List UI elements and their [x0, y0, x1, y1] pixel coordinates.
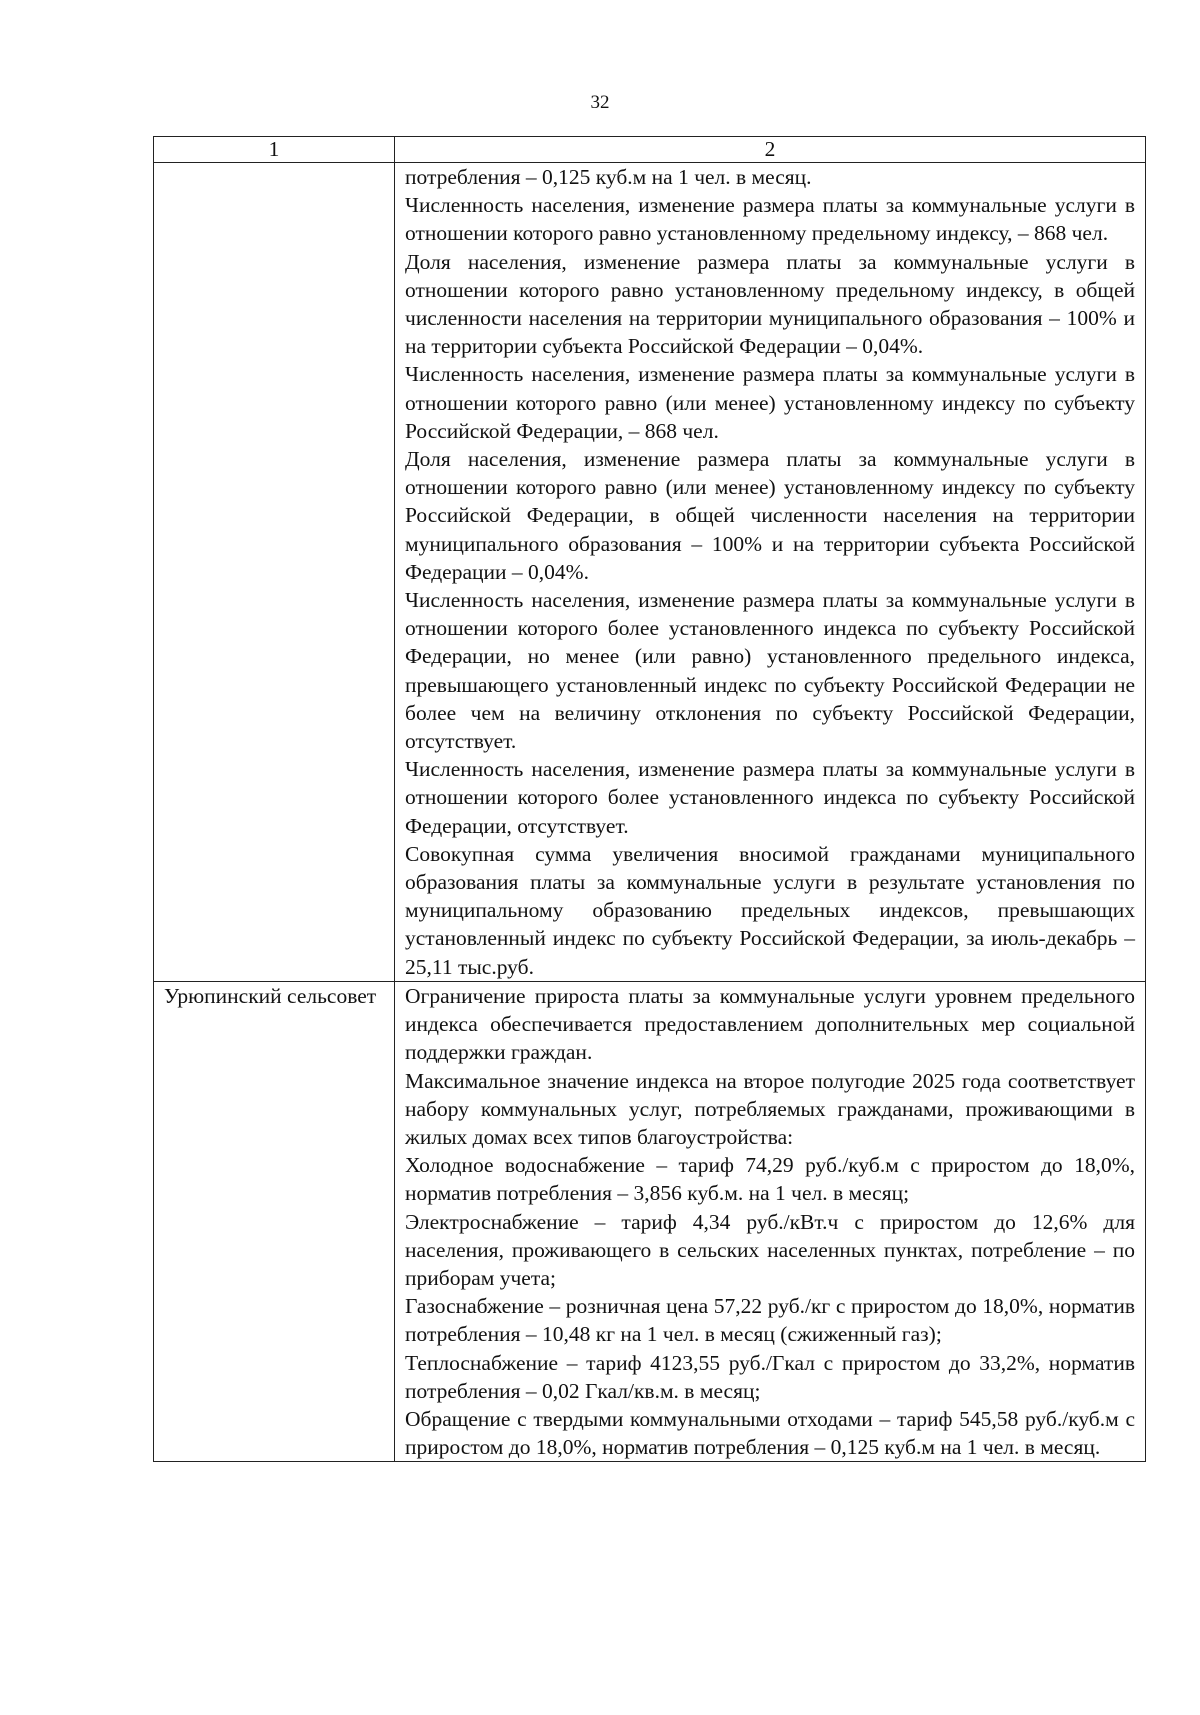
municipality-name: [154, 163, 395, 982]
paragraph: Численность населения, изменение размера платы за коммунальные услуги в отношении которого равно (или менее) установленному индексу по субъекту Российской Федерации, – 868 чел.: [405, 362, 1135, 443]
paragraph: Доля населения, изменение размера платы за коммунальные услуги в отношении которого равно (или менее) установленному индексу по субъекту Российской Федерации, в общей численности населения на территории муниципального образования – 100% и на территории субъекта Российской Федерации – 0,04%.: [405, 447, 1135, 584]
municipality-name: Урюпинский сельсовет: [154, 981, 395, 1461]
data-table: [153, 136, 1146, 1462]
table-header-row: [154, 137, 1146, 163]
paragraph: потребления – 0,125 куб.м на 1 чел. в месяц.: [405, 165, 812, 189]
page-number: 32: [590, 92, 610, 113]
paragraph: Совокупная сумма увеличения вносимой гражданами муниципального образования платы за коммунальные услуги в результате установления по муниципальному образованию предельных индексов, превышающих установленный индекс по субъекту Российской Федерации, за июль-декабрь – 25,11 тыс.руб.: [405, 841, 1135, 979]
paragraph: Газоснабжение – розничная цена 57,22 руб./кг с приростом до 18,0%, норматив потребления – 10,48 кг на 1 чел. в месяц (сжиженный газ);: [405, 1294, 1135, 1347]
paragraph: Теплоснабжение – тариф 4123,55 руб./Гкал с приростом до 33,2%, норматив потребления – 0,02 Гкал/кв.м. в месяц;: [405, 1350, 1135, 1403]
paragraph: Максимальное значение индекса на второе полугодие 2025 года соответствует набору коммунальных услуг, потребляемых гражданами, проживающими в жилых домах всех типов благоустройства:: [405, 1068, 1135, 1149]
paragraph: Обращение с твердыми коммунальными отходами – тариф 545,58 руб./куб.м с приростом до 18,0%, норматив потребления – 0,125 куб.м на 1 чел. в месяц.: [405, 1406, 1135, 1460]
table-row: [154, 163, 1146, 982]
paragraph: Численность населения, изменение размера платы за коммунальные услуги в отношении которого более установленного индекса по субъекту Российской Федерации, но менее (или равно) установленного предельного индекса, превышающего установленный индекс по субъекту Российской Федерации не более чем на величину отклонения по субъекту Российской Федерации, отсутствует.: [405, 588, 1135, 754]
description-cell: [395, 981, 1146, 1461]
table-row: [154, 981, 1146, 1461]
paragraph: Численность населения, изменение размера платы за коммунальные услуги в отношении которого более установленного индекса по субъекту Российской Федерации, отсутствует.: [405, 757, 1135, 838]
description-cell: [395, 163, 1146, 982]
paragraph: Электроснабжение – тариф 4,34 руб./кВт.ч с приростом до 12,6% для населения, проживающего в сельских населенных пунктах, потребление – по приборам учета;: [405, 1209, 1135, 1290]
paragraph: Доля населения, изменение размера платы за коммунальные услуги в отношении которого равно установленному предельному индексу, в общей численности населения на территории муниципального образования – 100% и на территории субъекта Российской Федерации – 0,04%.: [405, 249, 1135, 359]
column-header-1: 1: [154, 137, 395, 163]
paragraph: Численность населения, изменение размера платы за коммунальные услуги в отношении которого равно установленному предельному индексу, – 868 чел.: [405, 193, 1135, 246]
column-header-2: 2: [395, 137, 1146, 163]
paragraph: Ограничение прироста платы за коммунальные услуги уровнем предельного индекса обеспечивается предоставлением дополнительных мер социальной поддержки граждан.: [405, 983, 1135, 1065]
paragraph: Холодное водоснабжение – тариф 74,29 руб./куб.м с приростом до 18,0%, норматив потребления – 3,856 куб.м. на 1 чел. в месяц;: [405, 1153, 1135, 1206]
